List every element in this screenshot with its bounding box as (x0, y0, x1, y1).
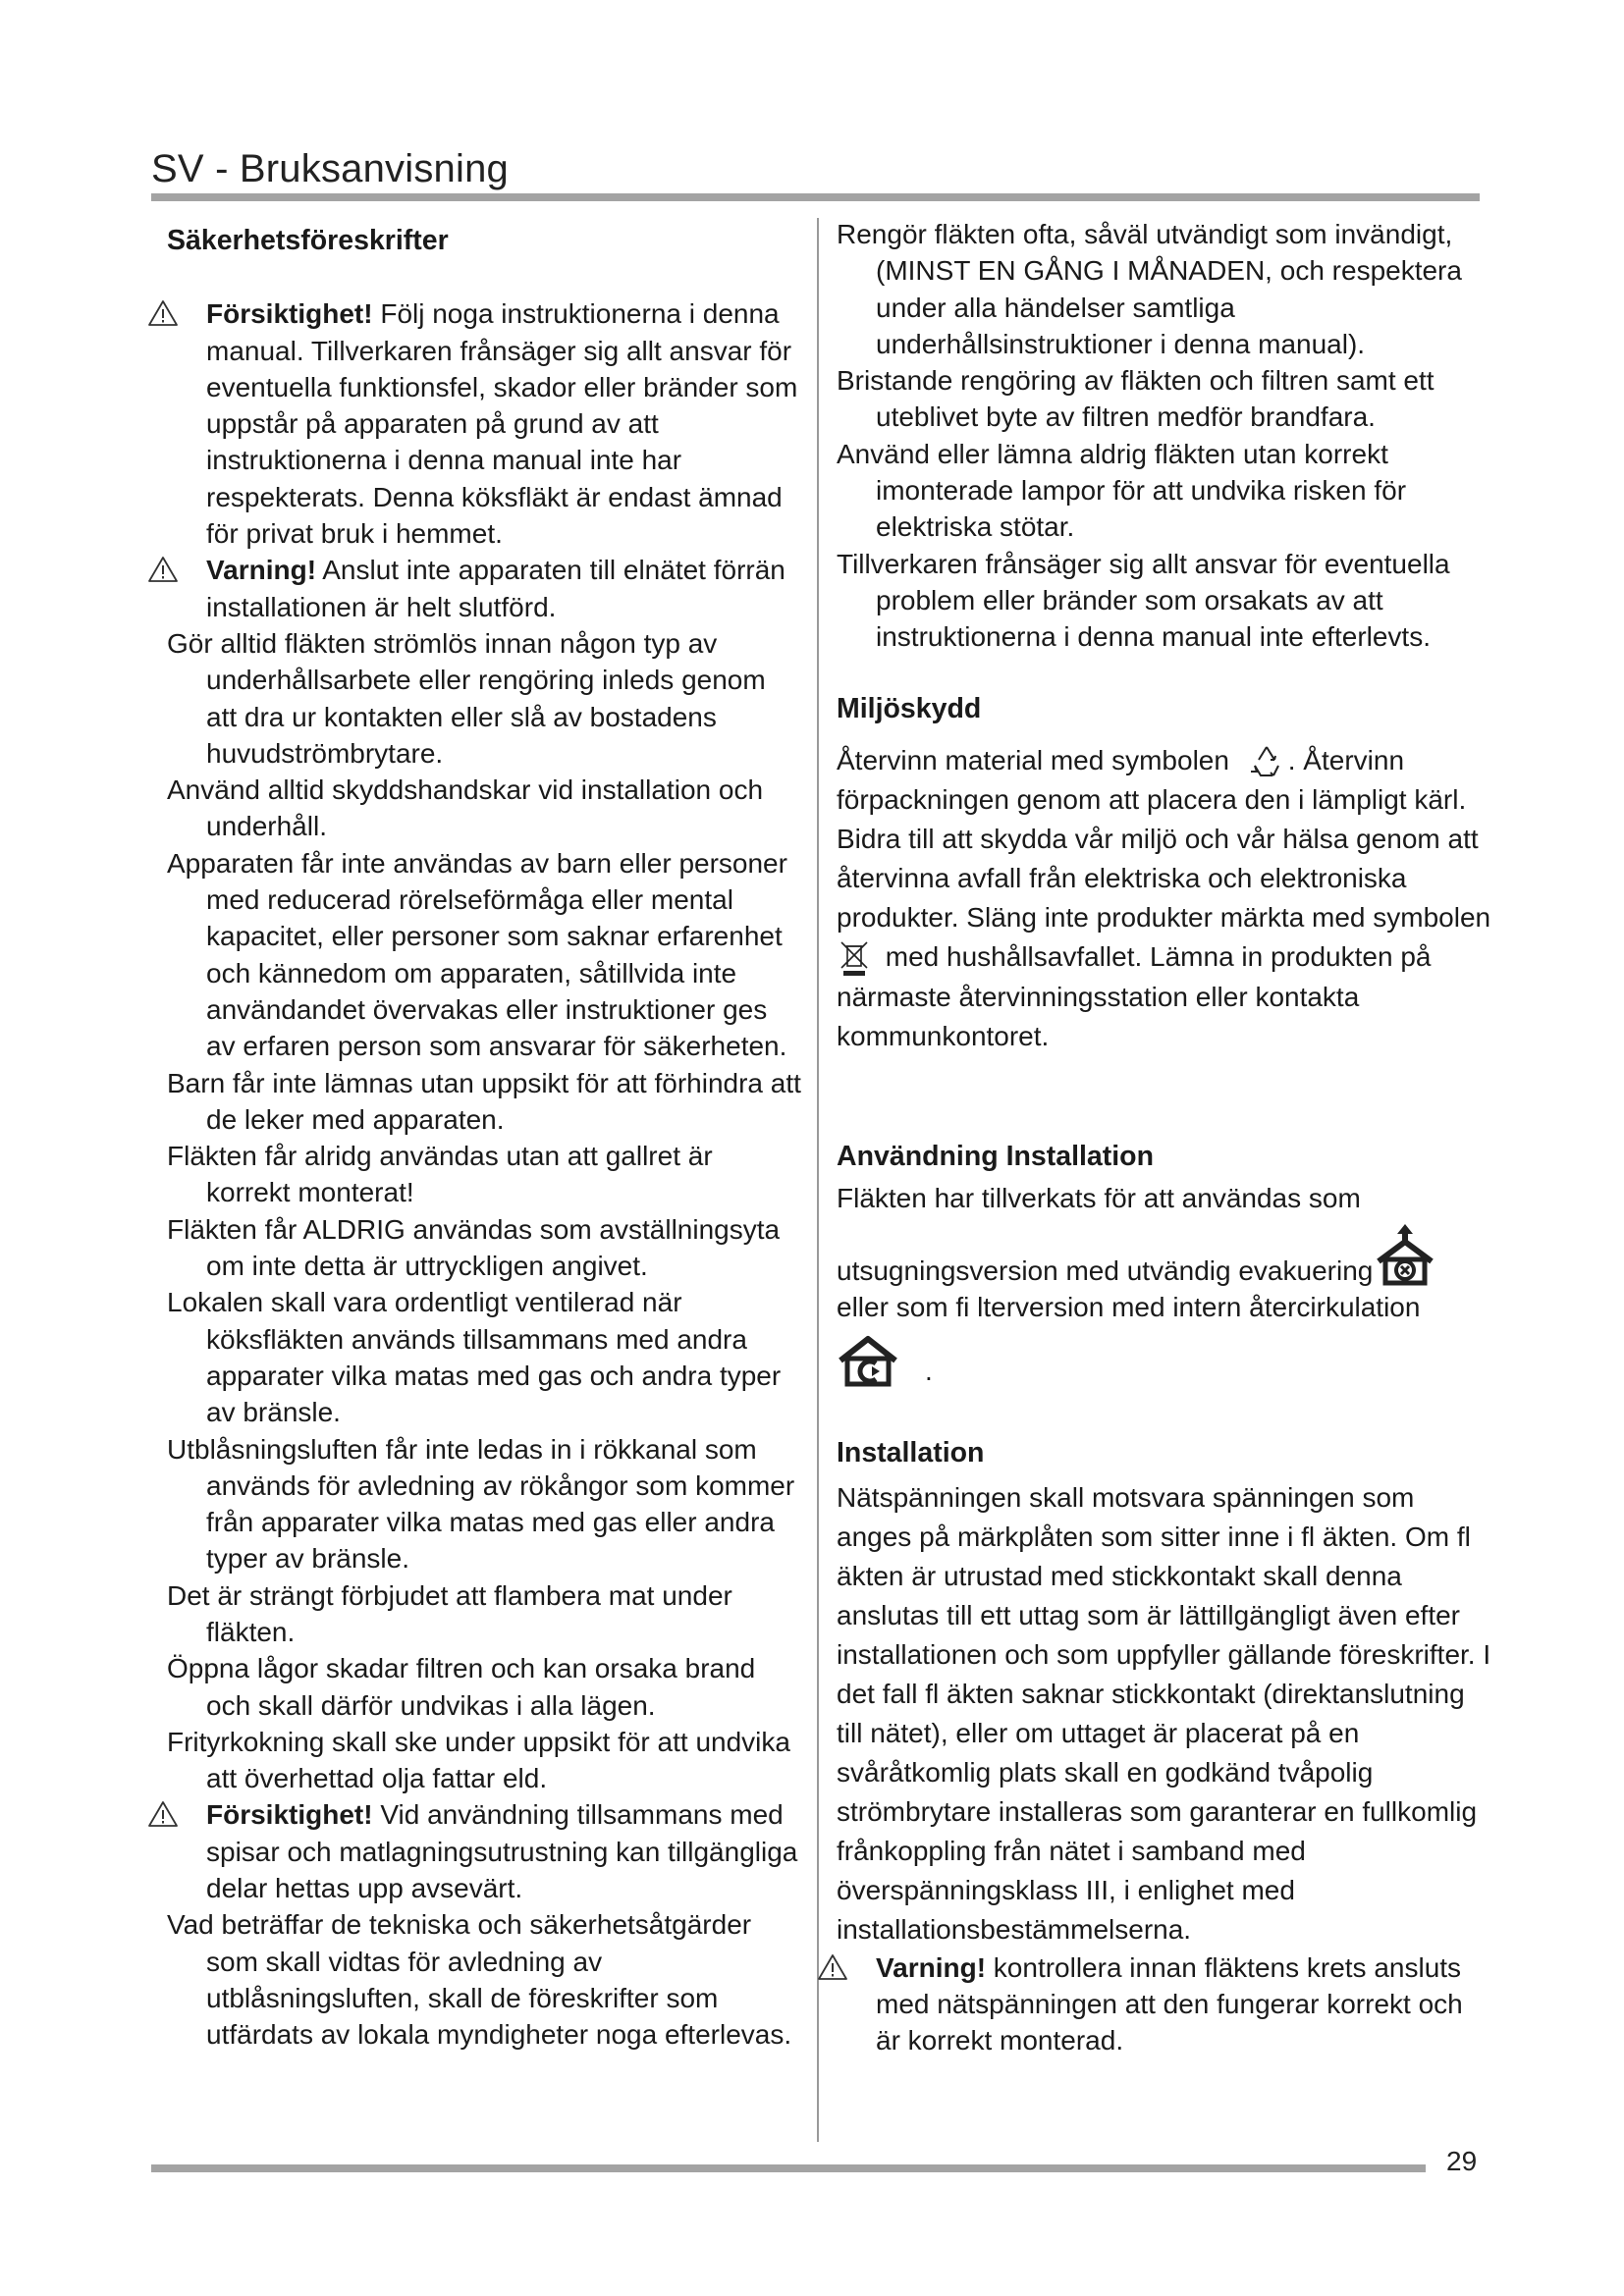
env-text-3: med hushållsavfallet. Lämna in produkten på närmaste återvinningsstation eller kontakta kommunkontoret. (837, 940, 1432, 1052)
caution-1 (167, 295, 803, 552)
list-item: Öppna lågor skadar filtren och kan orsaka brand och skall därför undvikas i alla lägen. (167, 1653, 756, 1721)
extraction-hood-icon (1375, 1222, 1435, 1287)
caution-2-keyword: Försiktighet! (206, 1799, 373, 1831)
list-item: Använd eller lämna aldrig fläkten utan korrekt imonterade lampor för att undvika risken för elektriska stötar. (837, 438, 1407, 543)
warning-triangle-icon (817, 1953, 848, 1981)
right-column (837, 216, 1494, 2059)
list-item: Gör alltid fläkten strömlös innan någon typ av underhållsarbete eller rengöring inleds genom att dra ur kontakten eller slå av bostadens huvudströmbrytare. (167, 627, 766, 769)
page-title: SV - Bruksanvisning (151, 147, 509, 190)
installation-warning-keyword: Varning! (876, 1951, 987, 1983)
left-column (167, 223, 803, 2054)
env-text-2: . Återvinn förpackningen genom att placera den i lämpligt kärl. Bidra till att skydda vår miljö och vår hälsa genom att återvinna avfall från elektriska och elektroniska produkter. Släng inte produkter märkta med symbolen (837, 744, 1491, 933)
recirculation-row (837, 1331, 1494, 1392)
header-rule (151, 193, 1480, 201)
page-number: 29 (1446, 2146, 1478, 2176)
list-item: Rengör fläkten ofta, såväl utvändigt som invändigt, (MINST EN GÅNG I MÅNADEN, och respektera under alla händelser samtliga underhållsinstruktioner i denna manual). (837, 219, 1462, 359)
weee-crossed-bin-icon (839, 938, 872, 978)
warning-triangle-icon (147, 556, 179, 583)
list-item: Frityrkokning skall ske under uppsikt för att undvika att överhettad olja fattar eld. (167, 1726, 790, 1794)
column-divider (817, 218, 819, 2142)
safety-heading: Säkerhetsföreskrifter (167, 225, 449, 256)
list-item: Använd alltid skyddshandskar vid installation och underhåll. (167, 774, 764, 842)
warning-1-text: Anslut inte apparaten till elnätet förrän installationen är helt slutförd. (206, 555, 785, 622)
environment-text (837, 741, 1494, 1057)
caution-1-text: Följ noga instruktionerna i denna manual. Tillverkaren frånsäger sig allt ansvar för eventuella funktionsfel, skador eller bränder som uppstår på apparaten på grund av att instruktionerna i denna manual inte har respekterats. Denna köksfläkt är endast ämnad för privat bruk i hemmet. (206, 298, 798, 550)
list-item: Vad beträffar de tekniska och säkerhetsåtgärder som skall vidtas för avledning av utblåsningsluften, skall de föreskrifter som utfärdats av lokala myndigheter noga efterlevas. (167, 1909, 792, 2051)
caution-2-text: Vid användning tillsammans med spisar och matlagningsutrustning kan tillgängliga delar hettas upp avsevärt. (206, 1799, 798, 1904)
usage-heading: Användning Installation (837, 1141, 1155, 1173)
list-item: Fläkten får alridg användas utan att gallret är korrekt monterat! (167, 1141, 713, 1208)
installation-heading: Installation (837, 1437, 985, 1469)
list-item: Det är strängt förbjudet att flambera mat under fläkten. (167, 1579, 732, 1647)
recycle-icon (1247, 744, 1286, 779)
list-item: Lokalen skall vara ordentligt ventilerad när köksfläkten används tillsammans med andra apparater vilka matas med gas och andra typer av bränsle. (167, 1287, 782, 1428)
warning-1 (167, 552, 803, 625)
usage-line-2-row (837, 1224, 1494, 1289)
warning-triangle-icon (147, 299, 179, 327)
environment-heading: Miljöskydd (837, 692, 982, 724)
env-text-1: Återvinn material med symbolen (837, 744, 1229, 775)
list-item: Bristande rengöring av fläkten och filtren samt ett uteblivet byte av filtren medför brandfara. (837, 365, 1435, 433)
list-item: Barn får inte lämnas utan uppsikt för att förhindra att de leker med apparaten. (167, 1067, 801, 1135)
list-item: Apparaten får inte användas av barn eller personer med reducerad rörelseförmåga eller mental kapacitet, eller personer som saknar erfarenhet och kännedom om apparaten, såtillvida inte användandet övervakas eller instruktioner ges av erfaren person som ansvarar för säkerheten. (167, 847, 787, 1062)
caution-1-keyword: Försiktighet! (206, 298, 373, 330)
usage-dot: . (925, 1356, 933, 1387)
usage-line-1: Fläkten har tillverkats för att användas som (837, 1182, 1361, 1213)
usage-line-2: utsugningsversion med utvändig evakuering (837, 1255, 1374, 1286)
list-item: Fläkten får ALDRIG användas som avställningsyta om inte detta är uttryckligen angivet. (167, 1213, 781, 1282)
list-item: Utblåsningsluften får inte ledas in i rökkanal som används för avledning av rökångor som kommer från apparater vilka matas med gas eller andra typer av bränsle. (167, 1433, 795, 1575)
usage-line-3: eller som fi lterversion med intern återcirkulation (837, 1292, 1421, 1323)
caution-2 (167, 1796, 803, 1906)
recirculation-hood-icon (837, 1331, 899, 1390)
warning-1-keyword: Varning! (206, 555, 317, 586)
list-item: Tillverkaren frånsäger sig allt ansvar för eventuella problem eller bränder som orsakats av att instruktionerna i denna manual inte efterlevts. (837, 548, 1450, 653)
installation-warning (837, 1949, 1494, 2059)
installation-warning-text: kontrollera innan fläktens krets ansluts med nätspänningen att den fungerar korrekt och är korrekt monterad. (876, 1951, 1463, 2056)
warning-triangle-icon (147, 1800, 179, 1828)
footer-rule (151, 2164, 1426, 2172)
installation-text: Nätspänningen skall motsvara spänningen som anges på märkplåten som sitter inne i fl äkten. Om fl äkten är utrustad med stickkontakt skall denna anslutas till ett uttag som är lättillgängligt även efter installationen och som uppfyller gällande föreskrifter. I det fall fl äkten saknar stickkontakt (direktanslutning till nätet), eller om uttaget är placerat på en svåråtkomlig plats skall en godkänd tvåpolig strömbrytare installeras som garanterar en fullkomlig frånkoppling från nätet i samband med överspänningsklass III, i enlighet med installationsbestämmelserna. (837, 1481, 1491, 1945)
